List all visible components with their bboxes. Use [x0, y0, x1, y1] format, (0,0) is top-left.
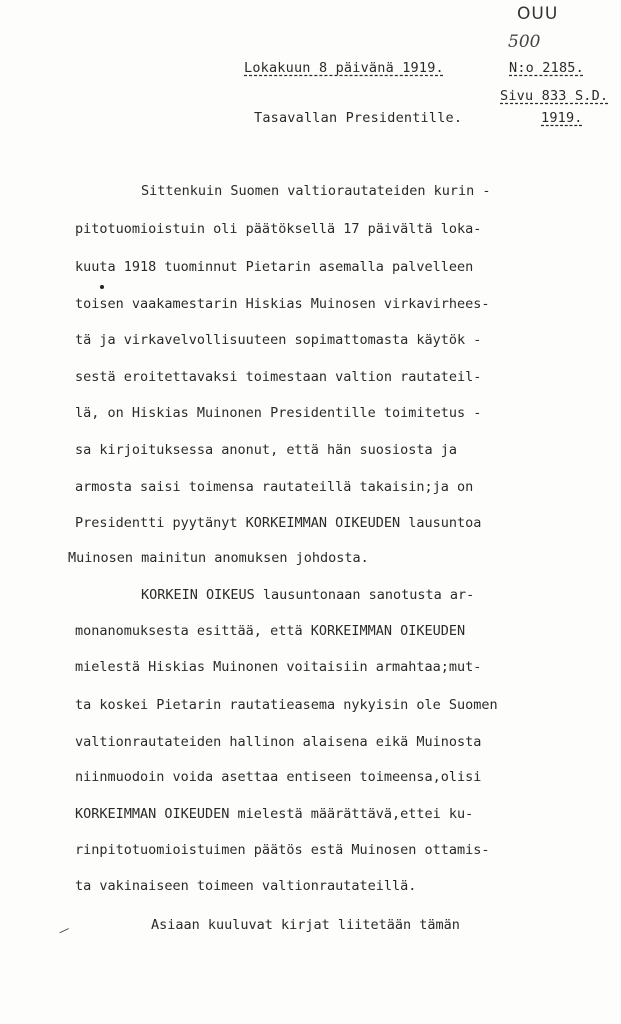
- body-line: Asiaan kuuluvat kirjat liitetään tämän: [151, 917, 460, 933]
- page-reference: Sivu 833 S.D.: [500, 88, 609, 104]
- body-line: monanomuksesta esittää, että KORKEIMMAN OIKEUDEN: [75, 623, 466, 639]
- body-line: pitotuomioistuin oli päätöksellä 17 päivältä loka-: [75, 221, 482, 237]
- body-line: ta koskei Pietarin rautatieasema nykyisin ole Suomen: [75, 697, 498, 713]
- body-line: ta vakinaiseen toimeen valtionrautateillä.: [75, 878, 417, 894]
- body-line: sestä eroitettavaksi toimestaan valtion rautateil-: [75, 369, 482, 385]
- date-line: Lokakuun 8 päivänä 1919.: [244, 60, 444, 76]
- body-line: lä, on Hiskias Muinonen Presidentille toimitetus -: [75, 405, 482, 421]
- archive-stamp: OUU: [517, 4, 559, 24]
- body-line: mielestä Hiskias Muinonen voitaisiin armahtaa;mut-: [75, 659, 482, 675]
- body-line: Muinosen mainitun anomuksen johdosta.: [68, 550, 369, 566]
- body-line: niinmuodoin voida asettaa entiseen toimeensa,olisi: [75, 769, 482, 785]
- body-line: valtionrautateiden hallinon alaisena eikä Muinosta: [75, 734, 482, 750]
- body-line: tä ja virkavelvollisuuteen sopimattomasta käytök -: [75, 332, 482, 348]
- addressee: Tasavallan Presidentille.: [254, 110, 463, 126]
- ink-dot: [100, 285, 104, 289]
- body-line: armosta saisi toimensa rautateillä takaisin;ja on: [75, 479, 474, 495]
- body-line: sa kirjoituksessa anonut, että hän suosiosta ja: [75, 442, 458, 458]
- body-line: Presidentti pyytänyt KORKEIMMAN OIKEUDEN lausuntoa: [75, 515, 482, 531]
- body-line: kuuta 1918 tuominnut Pietarin asemalla palvelleen: [75, 259, 474, 275]
- body-line: rinpitotuomioistuimen päätös estä Muinosen ottamis-: [75, 842, 490, 858]
- year: 1919.: [541, 110, 583, 126]
- margin-mark: [59, 928, 70, 937]
- handwritten-number: 500: [508, 32, 541, 52]
- body-line: Sittenkuin Suomen valtiorautateiden kurin -: [141, 183, 491, 199]
- document-number: N:o 2185.: [509, 60, 584, 76]
- body-line: toisen vaakamestarin Hiskias Muinosen virkavirhees-: [75, 296, 490, 312]
- body-line: KORKEIN OIKEUS lausuntonaan sanotusta ar-: [141, 587, 475, 603]
- body-line: KORKEIMMAN OIKEUDEN mielestä määrättävä,ettei ku-: [75, 806, 474, 822]
